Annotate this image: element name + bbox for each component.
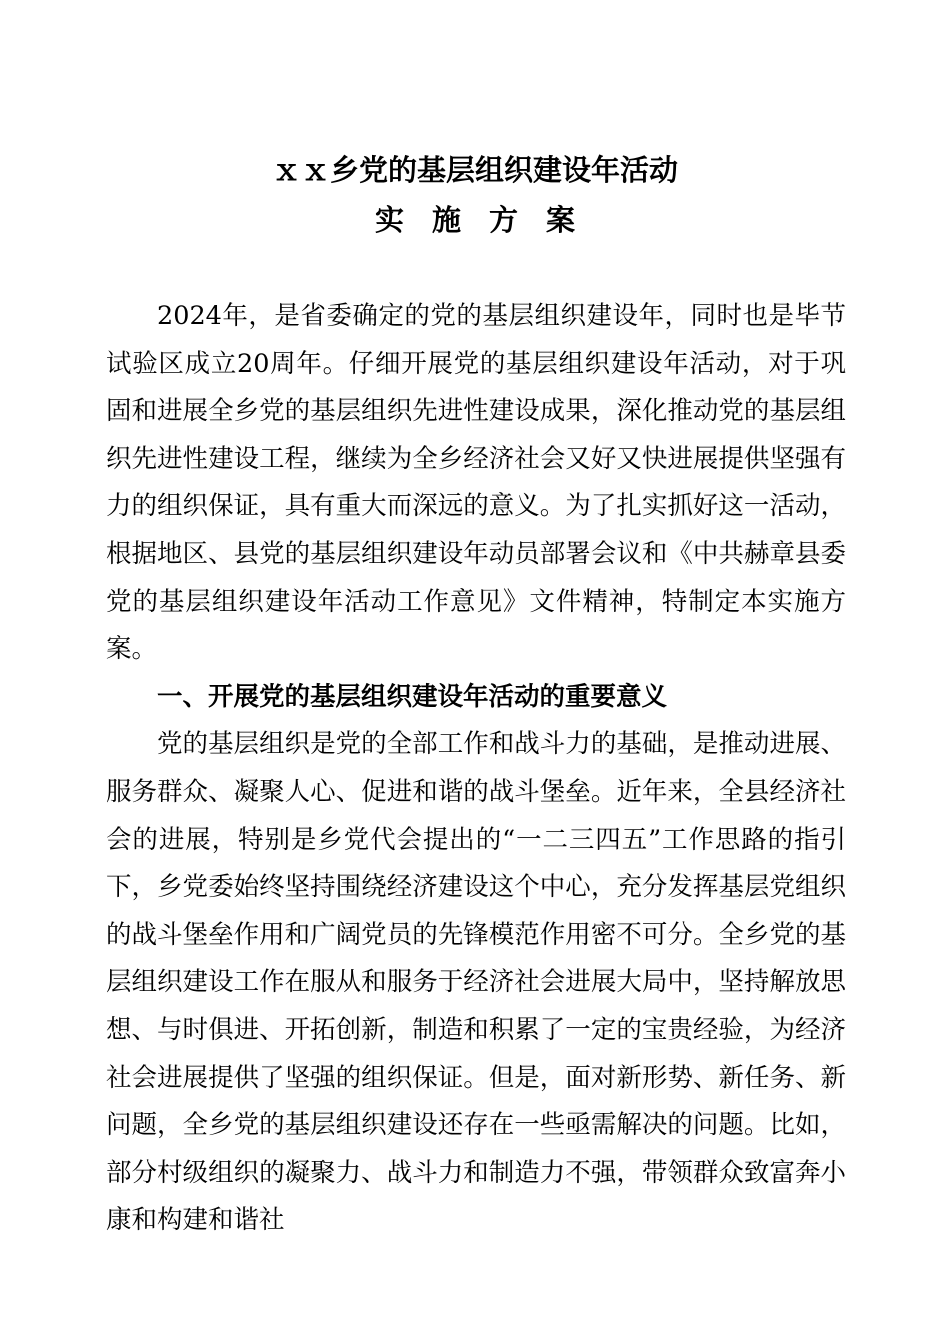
section-paragraph: 党的基层组织是党的全部工作和战斗力的基础，是推动进展、服务群众、凝聚人心、促进和谐的战斗堡垒。近年来，全县经济社会的进展，特别是乡党代会提出的“一二三四五”工作思路的指引下，乡党委始终坚持围绕经济建设这个中心，充分发挥基层党组织的战斗堡垒作用和广阔党员的先锋模范作用密不可分。全乡党的基层组织建设工作在服从和服务于经济社会进展大局中，坚持解放思想、与时俱进、开拓创新，制造和积累了一定的宝贵经验，为经济社会进展提供了坚强的组织保证。但是，面对新形势、新任务、新问题，全乡党的基层组织建设还存在一些亟需解决的问题。比如，部分村级组织的凝聚力、战斗力和制造力不强，带领群众致富奔小康和构建和谐社 — [106, 729, 846, 1236]
document-title: ｘｘ乡党的基层组织建设年活动 — [271, 153, 678, 187]
intro-paragraph: 2024年，是省委确定的党的基层组织建设年，同时也是毕节试验区成立20周年。仔细开展党的基层组织建设年活动，对于巩固和进展全乡党的基层组织先进性建设成果，深化推动党的基层组织先进性建设工程，继续为全乡经济社会又好又快进展提供坚强有力的组织保证，具有重大而深远的意义。为了扎实抓好这一活动，根据地区、县党的基层组织建设年动员部署会议和《中共赫章县委党的基层组织建设年活动工作意见》文件精神，特制定本实施方案。 — [106, 301, 846, 665]
document-subtitle: 实施方案 — [374, 203, 603, 237]
document-body — [106, 293, 846, 1245]
section-heading: 一、开展党的基层组织建设年活动的重要意义 — [157, 681, 668, 712]
